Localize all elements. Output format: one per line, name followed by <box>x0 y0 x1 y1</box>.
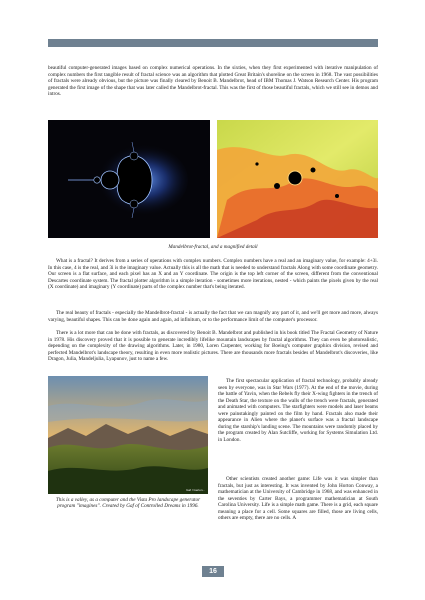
mandelbrot-image <box>48 120 210 238</box>
right-column-paragraph-2: Other scientists created another game: Life was it was simpler than fractals, but just as interesting. It was invented by John Horton Conway, a mathematician at the University of Cambridge in 1968, and was enhanced in the seventies by Carter Bays, a programmer mathematician at South Carolina University. Life is a simple math game. There is a grid, each square meaning a place for a cell. Some squares are filled, those are living cells, others are empty, there are no cells. A <box>218 476 378 522</box>
body-paragraph-2: The real beauty of fractals - especially the Mandelbrot-fractal - is actually the fact that we can magnify any part of it, and we'll get more and more, always varying, beautiful shapes. This can be done again and again, ad infinitum, or to the performance limit of the computer's processor. <box>48 310 378 323</box>
body-paragraph-1: What is a fractal? It derives from a series of operations with complex numbers. Complex numbers have a real and an imaginary value, for example: 4+3i. In this case, 4 is the real, and 3i is the imaginary value. Actually this is all the math that is needed to understand fractals Along with some coordinate geometry. Our screen is a flat surface, and each pixel has an X and an Y coordinate. The origin is the top left corner of the screen, different from the conventional Descartes coordinate system. The fractal plotter algorithm is a simple iteration - sometimes more iterations, nested - which paints the pixels given by the real (X coordinate) and imaginary (Y coordinate) parts of the complex number that's being iterated. <box>48 258 378 291</box>
figure-caption-landscape: This is a valley, as a computer and the Vista Pro landscape generator program "imagines". Created by Gaf of Controlled Dreams in 1996. <box>55 497 201 510</box>
page-number: 16 <box>202 566 224 577</box>
figure-caption-mandelbrot: Mandelbrot-fractal, and a magnified detail <box>168 244 258 250</box>
image-watermark: Gaf / Gerion... <box>186 488 205 492</box>
landscape-image <box>48 376 208 494</box>
right-column-paragraph-1: The first spectacular application of fractal technology, probably already seen by everyone, was in Star Wars (1977). At the end of the movie, during the battle of Yavin, when the Rebels fly their X-wing fighters in the trench of the Death Star, the texture on the walls of the trench were fractals, generated and animated with computers. The starfighters were models and laser beams were painstakingly painted on the film by hand. Fractals also made their appearance in Alien where the planet's surface was a fractal landscape during the starship's landing scene. The mountains were randomly placed by the program created by Alan Sutcliffe, working for Systems Simulation Ltd. in London. <box>218 378 378 443</box>
body-paragraph-3: There is a lot more that can be done with fractals, as discovered by Benoit B. Mandelbrot and published in his book titled The Fractal Geometry of Nature in 1978. His discovery proved that it is possible to generate incredibly lifelike mountain landscapes by fractal algorithms. They can even be photorealistic, depending on the complexity of the drawing algorithms. Later, in 1980, Loren Carpenter, working for Boeing's computer graphics division, revised and perfected Mandelbrot's landscape theory, resulting in even more realistic pictures. There are thousands more fractals besides of Mandelbrot's discoveries, like Dragon, Julia, Mandeljulia, Lyapunov, just to name a few. <box>48 330 378 363</box>
intro-paragraph: beautiful computer-generated images based on complex numerical operations. In the sixties, when they first experimented with iterative manipulation of complex numbers the first tangible result of fractal science was an algorithm that plotted Great Britain's shoreline on the screen in 1968. The vast possibilities of fractals were already obvious, but the picture was finally cleared by Benoit B. Mandelbrot, head of IBM Thomas J. Watson Research Center. His program generated the first image of the shape that was later called the Mandelbrot-fractal. This was the first of those beautiful fractals, which we still see in demos and intros. <box>48 65 378 98</box>
mandelbrot-detail-image <box>217 120 378 238</box>
header-bar <box>48 39 378 47</box>
